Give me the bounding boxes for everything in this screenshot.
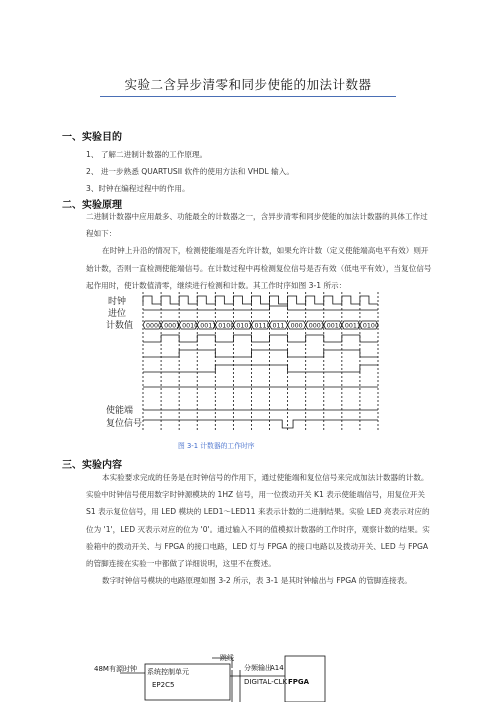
count-value: 011	[272, 322, 285, 330]
carry-label: 进位	[108, 309, 127, 319]
control-unit-label: 系统控制单元	[147, 668, 189, 676]
figure-caption: 图 3-1 计数器的工作时序	[178, 442, 255, 450]
bit-waveform	[143, 335, 378, 342]
chip-label: EP2C5	[152, 681, 175, 689]
paragraph: 二进制计数器中应用最多、功能最全的计数器之一，含异步清零和同步使能的加法计数器的具体工作过程如下：	[86, 212, 428, 239]
paragraph: 数字时钟信号模块的电路原理如图 3-2 所示，表 3-1 是其时钟输出与 FPGA 的管脚连接表。	[102, 576, 412, 586]
clock-source-label: 48M有源时钟	[94, 665, 137, 673]
count-value: 0010	[326, 322, 343, 330]
list-item: 1、 了解二进制计数器的工作原理。	[86, 150, 208, 159]
enable-label: 使能端	[106, 406, 134, 416]
digital-clk-label: DIGITAL-CLK	[244, 678, 288, 686]
divider-label: 分频输出	[244, 664, 272, 672]
bit-waveform	[143, 350, 378, 357]
count-value: 0001	[308, 322, 325, 330]
count-value: 0011	[344, 322, 361, 330]
count-value: 000	[290, 322, 303, 330]
count-value: 0001	[164, 322, 181, 330]
jumper-label: 跳线	[220, 654, 234, 662]
count-value: 0101	[236, 322, 253, 330]
carry-waveform	[143, 306, 378, 310]
clock-waveform	[143, 296, 378, 304]
pin-label: A14	[270, 664, 284, 672]
count-value: 0100	[218, 322, 235, 330]
content-text	[86, 469, 434, 589]
heading-content: 三、实验内容	[62, 460, 122, 471]
count-value: 0000	[146, 322, 163, 330]
title-name: 含异步清零和同步使能的加法计数器	[163, 77, 372, 92]
reset-waveform	[143, 420, 378, 428]
count-value: 0011	[200, 322, 217, 330]
fpga-label: FPGA	[288, 678, 310, 686]
paragraph: 本实验要求完成的任务是在时钟信号的作用下，通过使能端和复位信号来完成加法计数器的计数。实验中时钟信号使用数字时钟源模块的 1HZ 信号，用一位拨动开关 K1 表示使能端信号，用复位开关 S1 表示复位信号，用 LED 模块的 LED1～LED11 来表示计数的二进制结果。实验 LED 亮表示对应的位为 '1'，LED 灭表示对应的位为 '0'。通过输入不同的值模拟计数器的工作时序，观察计数的结果。实验箱中的拨动开关、与 FPGA 的接口电路，LED 灯与 FPGA 的接口电路以及拨动开关、LED 与 FPGA 的管脚连接在实验一中都做了详细说明，这里不在赘述。	[86, 473, 430, 569]
title-number: 实验二	[124, 77, 164, 92]
heading-principle: 二、实验原理	[62, 200, 122, 211]
count-value: 0110	[254, 322, 271, 330]
bit-waveform	[143, 365, 378, 372]
list-item: 2、 进一步熟悉 QUARTUSII 软件的使用方法和 VHDL 输入。	[86, 167, 294, 176]
count-label: 计数值	[106, 321, 134, 331]
heading-objectives: 一、实验目的	[62, 132, 122, 143]
count-value: 0010	[182, 322, 199, 330]
list-item: 3、时钟在编程过程中的作用。	[86, 184, 190, 193]
paragraph: 在时钟上升沿的情况下，检测使能端是否允许计数，如果允许计数（定义使能端高电平有效）则开始计数，否则一直检测使能端信号。在计数过程中再检测复位信号是否有效（低电平有效），当复位信号起作用时，使计数值清零，继续进行检测和计数。其工作时序如图 3-1 所示：	[86, 246, 432, 290]
count-value: 0100	[362, 322, 379, 330]
reset-label: 复位信号	[106, 419, 143, 429]
clock-label: 时钟	[108, 297, 127, 307]
